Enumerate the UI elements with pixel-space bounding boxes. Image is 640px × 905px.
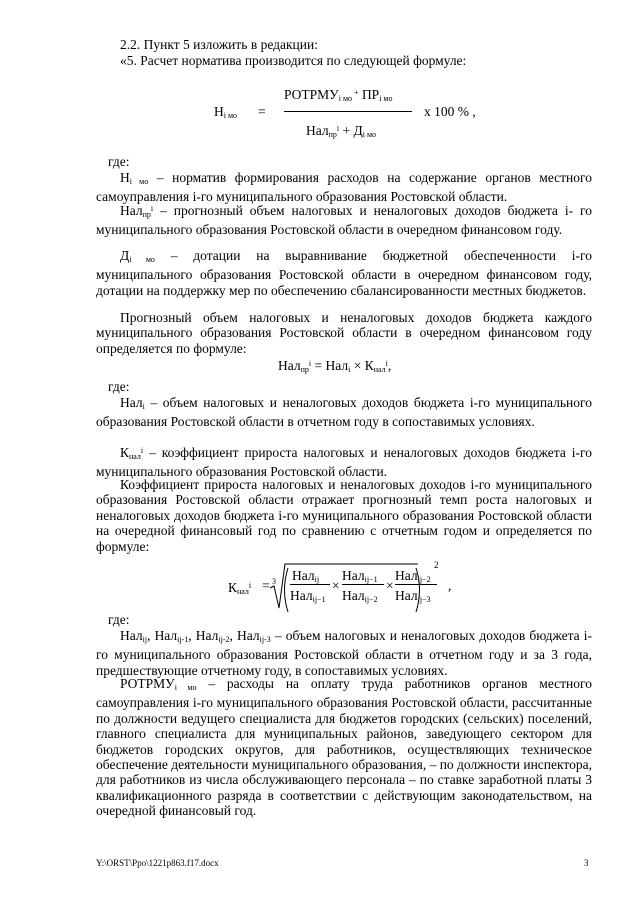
para-coefficient: Коэффициент прироста налоговых и неналоговых доходов i-го муниципального образования Ростовской области отражает прогнозный темп роста налоговых и неналоговых доходов бюджета i-го муниципального образования Ростовской области на очередной финансовый год по сравнению с отчетным годом и определяется по формуле:	[96, 477, 592, 554]
frac2-den: Нал$_{ij-2}$	[342, 588, 378, 604]
formula1-tail: х 100 % ,	[424, 104, 476, 119]
def-nal-i: Нал$_i$ – объем налоговых и неналоговых доходов бюджета i-го муниципального образования Ростовской области в отчетном году в сопоставимых условиях.	[96, 395, 592, 430]
times-2: ×	[386, 578, 394, 593]
frac1-den: Нал$_{ij-1}$	[290, 588, 326, 604]
formula3-lhs: $К_{нал}^i$	[228, 580, 252, 596]
def-nal-pr: Нал$_{пр}^i$ – прогнозный объем налоговых и неналоговых доходов бюджета i- го муниципального образования Ростовской области в очередном финансовом году.	[96, 203, 592, 238]
formula1-numerator: $РОТРМУ_{i мо}$ + $ПР_{i мо}$	[284, 87, 393, 103]
def-d: $Д_{i мо}$ – дотации на выравнивание бюджетной обеспеченности i-го муниципального образования Ростовской области в очередном финансовом году, дотации на поддержку мер по обеспечению сбалансированности местных бюджетов.	[96, 248, 592, 298]
formula3-power: 2	[434, 560, 439, 570]
times-1: ×	[332, 578, 340, 593]
frac1-bar	[290, 584, 330, 585]
footer-file-path: Y:\ORST\Ppo\1221p863.f17.docx	[96, 858, 219, 868]
footer-page-number: 3	[584, 858, 589, 868]
frac1-num: Нал$_{ij}$	[292, 568, 320, 584]
def-nal-years: Нал$_{ij}$, Нал$_{ij-1}$, Нал$_{ij-2}$, Нал$_{ij-3}$ – объем налоговых и неналоговых доходов бюджета i-го муниципального образования Ростовской области в отчетном году и за 3 года, предшествующие отчетному году, в сопоставимых условиях.	[96, 628, 593, 678]
intro-line-2: «5. Расчет норматива производится по следующей формуле:	[120, 53, 467, 68]
formula3-root-index: 3	[272, 577, 276, 586]
where-label-3: где:	[108, 612, 130, 627]
formula1-eq: =	[258, 104, 266, 119]
frac3-num: Нал$_{ij-2}$	[395, 568, 431, 584]
frac3-den: Нал$_{ij-3}$	[395, 588, 431, 604]
formula1-fraction-bar	[284, 111, 412, 112]
frac2-bar	[342, 584, 384, 585]
formula1-lhs: $Н_{i мо}$	[214, 104, 238, 120]
where-label-2: где:	[108, 379, 130, 394]
formula3-eq: =	[262, 578, 270, 593]
formula1-denominator: $Нал_{пр}^i + Д_{i мо}$	[306, 123, 377, 139]
def-rotrmu: $РОТРМУ_{i мо}$ – расходы на оплату труда работников органов местного самоуправления i-го муниципального образования Ростовской области, рассчитанные по должности ведущего специалиста для бюджетов городских (сельских) поселений, главного специалиста для муниципальных районов, заведующего сектором для бюджетов городских округов, для работников, осуществляющих техническое обеспечение деятельности муниципального образования, – по должности инспектора, для работников из числа обслуживающего персонала – по ставке заработной платы 3 квалификационного разряда в соответствии с действующим законодательством, на очередной финансовый год.	[96, 676, 592, 819]
intro-line-1: 2.2. Пункт 5 изложить в редакции:	[120, 37, 318, 52]
def-k-nal: $К_{нал}^i$ – коэффициент прироста налоговых и неналоговых доходов бюджета i-го муниципального образования Ростовской области.	[96, 445, 592, 480]
frac3-bar	[395, 584, 437, 585]
where-label-1: где:	[108, 154, 130, 169]
para-forecast: Прогнозный объем налоговых и неналоговых доходов бюджета каждого муниципального образования Ростовской области в очередном финансовом году определяется по формуле:	[96, 310, 592, 356]
frac2-num: Нал$_{ij-1}$	[342, 568, 378, 584]
formula3-end: ,	[448, 578, 452, 593]
formula-forecast: $Нал_{пр}^i = Нал_i \times К_{нал}^i$,	[278, 358, 392, 374]
def-norm: $Н_{i мо}$ – норматив формирования расходов на содержание органов местного самоуправления i-го муниципального образования Ростовской области.	[96, 170, 592, 205]
